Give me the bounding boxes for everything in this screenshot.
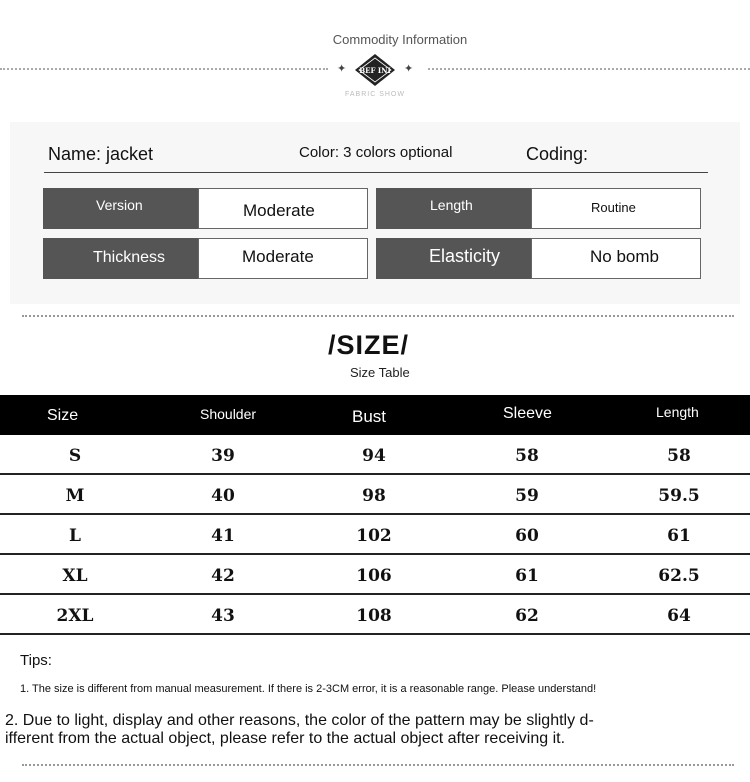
version-label: Version [96,197,143,213]
length-value-cell [531,188,701,229]
header-shoulder: Shoulder [200,406,257,422]
cell-shoulder: 40 [211,486,235,506]
cell-size: S [68,446,82,466]
table-row [0,436,750,474]
divider-left [0,68,328,70]
row-divider [0,553,750,555]
cell-size: M [65,486,85,506]
product-name: Name: jacket [48,144,154,164]
tips-title: Tips: [20,652,52,669]
size-table-header [0,395,750,435]
length-value: Routine [591,200,636,215]
cell-bust: 98 [362,486,386,506]
section-title: Commodity Information [332,32,468,47]
row-divider [0,473,750,475]
tip-2-line-2: ifferent from the actual object, please refer to the actual object after receiving it. [5,730,566,747]
cell-bust: 94 [362,446,386,466]
size-subtitle: Size Table [350,365,410,380]
cell-length: 58 [667,446,691,466]
table-row [0,516,750,554]
cell-shoulder: 41 [211,526,235,546]
product-coding: Coding: [526,144,589,164]
elasticity-label-cell [376,238,532,279]
product-color: Color: 3 colors optional [299,144,453,161]
left-diamond-icon: ✦ [337,63,347,75]
version-value: Moderate [243,201,315,220]
header-sleeve: Sleeve [503,405,552,422]
cell-shoulder: 39 [211,446,235,466]
table-row [0,596,750,634]
cell-sleeve: 61 [515,566,539,586]
row-divider [0,513,750,515]
cell-length: 59.5 [658,486,700,506]
length-label: Length [430,197,473,213]
cell-shoulder: 43 [211,606,235,626]
row-divider [0,633,750,635]
cell-sleeve: 58 [515,446,539,466]
thickness-label-cell [43,238,199,279]
elasticity-value-cell [531,238,701,279]
cell-bust: 106 [356,566,392,586]
brand-logo-icon [354,53,396,87]
elasticity-value: No bomb [590,247,659,266]
header-size: Size [47,407,79,424]
tip-2-line-1: 2. Due to light, display and other reasons, the color of the pattern may be slightly d- [5,712,594,729]
cell-sleeve: 59 [515,486,539,506]
cell-bust: 102 [356,526,392,546]
header-length: Length [656,404,699,420]
cell-size: 2XL [56,606,94,626]
thickness-value: Moderate [242,247,314,266]
tip-1: 1. The size is different from manual measurement. If there is 2-3CM error, it is a reasonable range. Please understand! [20,683,597,695]
tip-2 [5,712,645,748]
cell-length: 64 [667,606,691,626]
right-diamond-icon: ✦ [404,63,414,75]
cell-sleeve: 60 [515,526,539,546]
cell-size: L [69,526,81,546]
cell-length: 62.5 [658,566,700,586]
cell-length: 61 [667,526,691,546]
table-row [0,556,750,594]
header-bust: Bust [352,407,387,426]
version-value-cell [198,188,368,229]
thickness-value-cell [198,238,368,279]
version-label-cell [43,188,199,229]
cell-bust: 108 [356,606,392,626]
cell-size: XL [62,566,88,586]
info-separator [44,172,708,173]
elasticity-label: Elasticity [429,246,501,266]
dotted-divider [22,315,734,317]
size-heading: /SIZE/ [328,330,410,360]
cell-shoulder: 42 [211,566,235,586]
bottom-dotted-divider [22,764,734,766]
logo-text: BEF INI [359,66,391,75]
table-row [0,476,750,514]
row-divider [0,593,750,595]
cell-sleeve: 62 [515,606,539,626]
divider-right [428,68,750,70]
length-label-cell [376,188,532,229]
thickness-label: Thickness [93,249,166,266]
logo-subtitle: FABRIC SHOW [344,91,405,98]
